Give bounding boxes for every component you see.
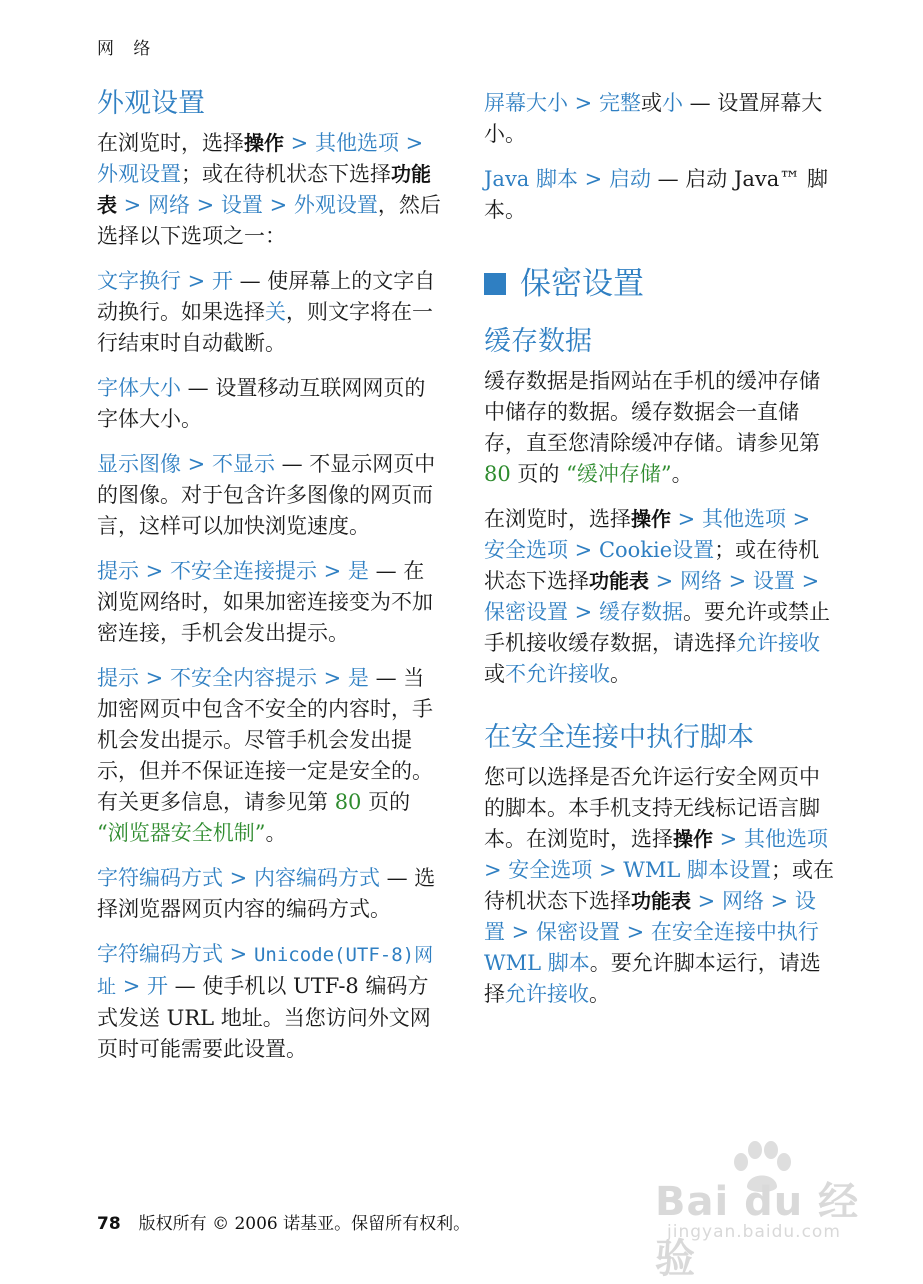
- option-insecure-content-alert: 提示 > 不安全内容提示 > 是 — 当加密网页中包含不安全的内容时，手机会发出提示。尽管手机会发出提示，但并不保证连接一定是安全的。有关更多信息，请参见第 80 页的 “浏览器安全机制”。: [97, 666, 433, 845]
- option-screen-size: 屏幕大小 > 完整或小 — 设置屏幕大小。: [484, 91, 823, 146]
- watermark-brand: Bai du 经验: [655, 1179, 860, 1282]
- secure-script-instructions: 您可以选择是否允许运行安全网页中的脚本。本手机支持无线标记语言脚本。在浏览时，选择操作 > 其他选项 > 安全选项 > WML 脚本设置；或在待机状态下选择功能表 > 网络 > 设置 > 保密设置 > 在安全连接中执行 WML 脚本。要允许脚本运行，请选择允许接收。: [484, 765, 834, 1006]
- option-show-images: 显示图像 > 不显示 — 不显示网页中的图像。对于包含许多图像的网页而言，这样可以加快浏览速度。: [97, 452, 436, 538]
- option-utf8-urls: 字符编码方式 > Unicode(UTF-8)网址 > 开 — 使手机以 UTF-8 编码方式发送 URL 地址。当您访问外文网页时可能需要此设置。: [97, 942, 434, 1061]
- right-column: [484, 88, 834, 1024]
- option-text-wrap: 文字换行 > 开 — 使屏幕上的文字自动换行。如果选择关，则文字将在一行结束时自动截断。: [97, 269, 436, 355]
- secure-script-title: 在安全连接中执行脚本: [484, 722, 754, 753]
- option-java-script: Java 脚本 > 启动 — 启动 Java™ 脚本。: [484, 167, 828, 222]
- page-number: 78: [97, 1214, 121, 1234]
- cache-data-title: 缓存数据: [484, 326, 592, 357]
- security-settings-heading: 保密设置: [484, 264, 834, 304]
- option-content-encoding: 字符编码方式 > 内容编码方式 — 选择浏览器网页内容的编码方式。: [97, 866, 436, 921]
- running-header: 网 络: [97, 39, 158, 59]
- section-square-icon: [484, 273, 506, 295]
- cache-description: 缓存数据是指网站在手机的缓冲存储中储存的数据。缓存数据会一直储存，直至您清除缓冲存储。请参见第 80 页的 “缓冲存储”。: [484, 369, 820, 486]
- left-column: [97, 86, 442, 1079]
- cache-instructions: 在浏览时，选择操作 > 其他选项 > 安全选项 > Cookie设置；或在待机状态下选择功能表 > 网络 > 设置 > 保密设置 > 缓存数据。要允许或禁止手机接收缓存数据，请选择允许接收或不允许接收。: [484, 507, 830, 686]
- page-footer: [97, 1209, 470, 1234]
- watermark-url: jingyan.baidu.com: [667, 1222, 841, 1242]
- baidu-watermark: [655, 1140, 875, 1282]
- appearance-intro: 在浏览时，选择操作 > 其他选项 > 外观设置；或在待机状态下选择功能表 > 网络 > 设置 > 外观设置，然后选择以下选项之一：: [97, 131, 441, 248]
- option-font-size: 字体大小 — 设置移动互联网网页的字体大小。: [97, 376, 426, 431]
- copyright-text: 版权所有 © 2006 诺基亚。保留所有权利。: [138, 1214, 471, 1234]
- option-insecure-connection-alert: 提示 > 不安全连接提示 > 是 — 在浏览网络时，如果加密连接变为不加密连接，手机会发出提示。: [97, 559, 433, 645]
- appearance-settings-title: 外观设置: [97, 88, 205, 119]
